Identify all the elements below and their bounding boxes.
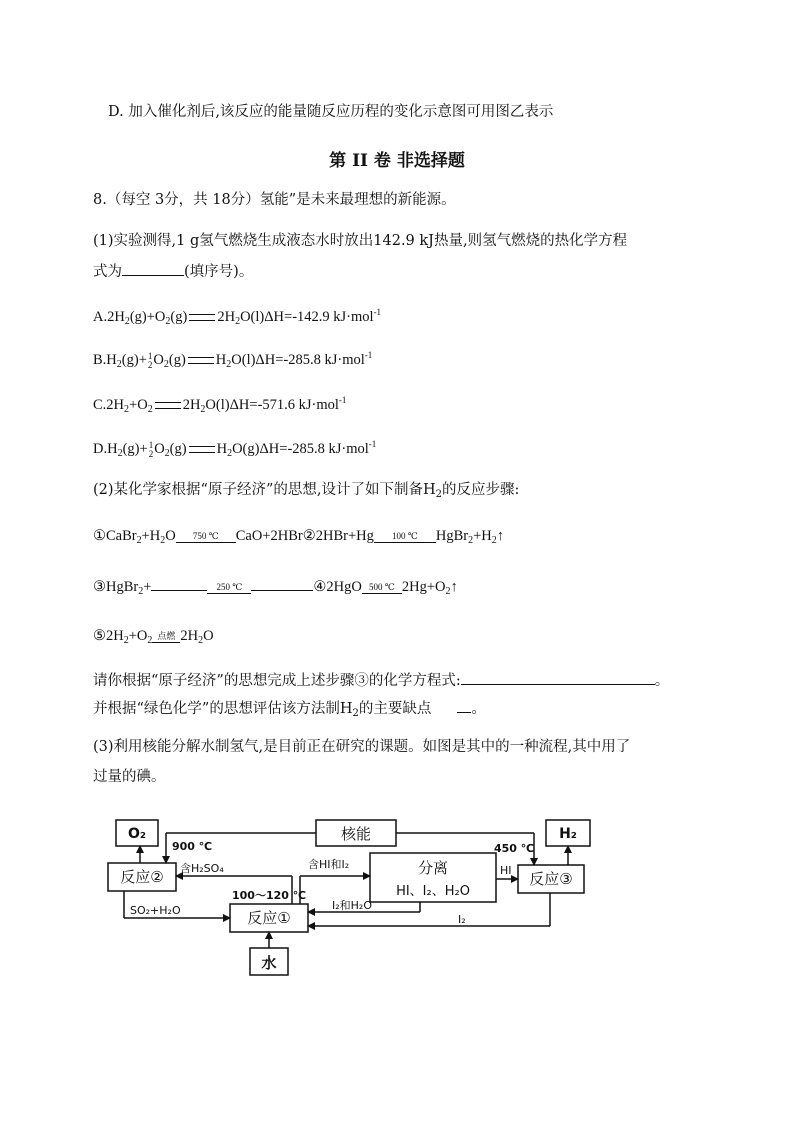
step3-blank-1[interactable] — [151, 576, 207, 591]
question-8-intro: 8.（每空 3分，共 18分）氢能”是未来最理想的新能源。 — [93, 192, 456, 208]
part1-line2: 式为 (填序号)。 — [93, 261, 253, 282]
temp-100-120-label: 100～120 ℃ — [232, 889, 307, 902]
nuclear-label: 核能 — [340, 825, 372, 843]
part3-line2: 过量的碘。 — [93, 769, 166, 785]
step-5: $⑤2H_2+O_2$ 点燃 $2H_2O$ — [93, 628, 214, 646]
reaction3-label: 反应③ — [529, 870, 573, 888]
option-b: $B.H_2(g)+$ 1 2 $O_2(g)$ $H_2O(l)\Delta H=-285.8$ kJ·mol$^{-1}$ — [93, 350, 373, 370]
answer-blank-1[interactable] — [122, 261, 184, 276]
option-d-eq: $D.H_2(g)+$ 1 2 $O_2(g)$ $H_2O(g)\Delta H=-285.8$ kJ·mol$^{-1}$ — [93, 439, 377, 459]
hi-i2-label: 含HI和I₂ — [308, 858, 350, 871]
separation-label: 分离 — [417, 859, 449, 877]
hi-label: HI — [500, 864, 512, 877]
o2-label: O₂ — [127, 826, 147, 842]
temp-900-label: 900 ℃ — [172, 840, 213, 853]
so2-h2o-label: SO₂+H₂O — [130, 904, 181, 917]
section-title: 第 II 卷 非选择题 — [329, 151, 465, 171]
answer-blank-drawback[interactable] — [457, 698, 471, 713]
step3-blank-2[interactable] — [251, 576, 313, 591]
part2-q2: 并根据“绿色化学”的思想评估该方法制$H_2$的主要缺点 。 — [93, 698, 486, 724]
temp-450-label: 450 ℃ — [494, 842, 535, 855]
steps-1-2: $①CaBr_2+H_2O$ 750 ℃ CaO+2HBr②2HBr+Hg 100 ℃ $HgBr_2+H_2↑$ — [93, 528, 504, 546]
h2-label: H₂ — [559, 826, 577, 842]
steps-3-4: ③HgBr$_2$+ 250 ℃ ④2HgO 500 ℃ $2Hg+O_2↑$ — [93, 576, 458, 602]
h2so4-label: 含H₂SO₄ — [180, 862, 224, 875]
i2-h2o-label: I₂和H₂O — [332, 899, 372, 912]
part3-line1: (3)利用核能分解水制氢气,是目前正在研究的课题。如图是其中的一种流程,其中用了 — [93, 739, 631, 755]
hydrogen-flow-diagram — [100, 810, 600, 980]
part1-line1: (1)实验测得,1 g氢气燃烧生成液态水时放出142.9 kJ热量,则氢气燃烧的热化学方程 — [93, 233, 628, 249]
reaction2-label: 反应② — [120, 868, 164, 886]
option-c: $C.2H_2+O_2$ $2H_2O(l)\Delta H=-571.6$ kJ·mol$^{-1}$ — [93, 395, 347, 415]
water-label: 水 — [261, 954, 277, 972]
part2-q1: 请你根据“原子经济”的思想完成上述步骤③的化学方程式: 。 — [93, 670, 669, 691]
option-a: $A.2H_2(g)+O_2(g)$ $2H_2O(l)\Delta H=-142.9$ kJ·mol$^{-1}$ — [93, 307, 382, 327]
answer-blank-step3[interactable] — [461, 670, 655, 685]
reaction1-label: 反应① — [247, 909, 291, 927]
option-d-text: D. 加入催化剂后,该反应的能量随反应历程的变化示意图可用图乙表示 — [108, 104, 554, 120]
part2-intro: (2)某化学家根据“原子经济”的思想,设计了如下制备$H_2$的反应步骤: — [93, 482, 520, 500]
separation-sub-label: HI、I₂、H₂O — [396, 884, 470, 899]
i2-label: I₂ — [458, 913, 466, 926]
